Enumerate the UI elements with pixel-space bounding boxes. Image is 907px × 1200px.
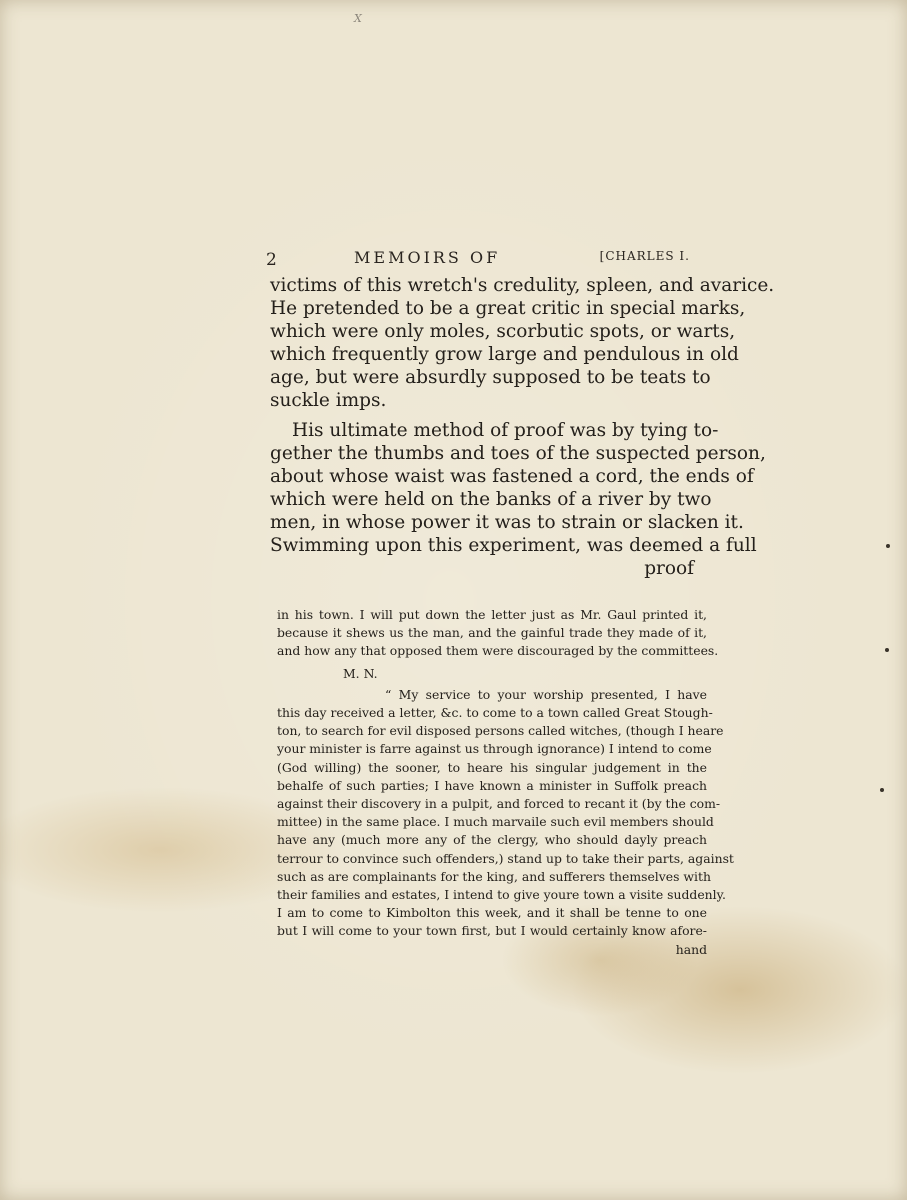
main-text-block bbox=[270, 274, 775, 580]
text-line: which frequently grow large and pendulous in old bbox=[270, 344, 739, 365]
letter-line: your minister is farre against us through ignorance) I intend to come bbox=[277, 741, 712, 757]
text-line: His ultimate method of proof was by tying to- bbox=[292, 420, 719, 441]
letter-line: (God willing) the sooner, to heare his singular judgement in the bbox=[277, 759, 707, 775]
letter-line: have any (much more any of the clergy, who should dayly preach bbox=[277, 832, 707, 848]
letter-line: their families and estates, I intend to give youre town a visite suddenly. bbox=[277, 887, 726, 903]
letter-line: ton, to search for evil disposed persons called witches, (though I heare bbox=[277, 723, 724, 739]
letter-line: behalfe of such parties; I have known a minister in Suffolk preach bbox=[277, 777, 707, 793]
footnote-catchword: hand bbox=[675, 941, 707, 957]
text-line: about whose waist was fastened a cord, the ends of bbox=[270, 466, 754, 487]
text-line: victims of this wretch's credulity, spleen, and avarice. bbox=[270, 275, 775, 296]
text-line: gether the thumbs and toes of the suspected person, bbox=[270, 443, 766, 464]
letter-line: but I will come to your town first, but I would certainly know afore- bbox=[277, 923, 707, 939]
margin-dot bbox=[885, 648, 889, 652]
letter-line: against their discovery in a pulpit, and forced to recant it (by the com- bbox=[277, 796, 721, 812]
pencil-mark: X bbox=[354, 12, 362, 25]
footnote-line: because it shews us the man, and the gainful trade they made of it, bbox=[277, 625, 707, 641]
letter-line: this day received a letter, &c. to come to a town called Great Stough- bbox=[277, 705, 713, 721]
letter-line: I am to come to Kimbolton this week, and it shall be tenne to one bbox=[277, 905, 707, 921]
letter-line: terrour to convince such offenders,) stand up to take their parts, against bbox=[277, 850, 734, 866]
page-number: 2 bbox=[266, 250, 277, 270]
catchword: proof bbox=[644, 558, 694, 579]
footnote-line: and how any that opposed them were discouraged by the committees. bbox=[277, 643, 719, 659]
letter-line: such as are complainants for the king, and sufferers themselves with bbox=[277, 868, 711, 884]
running-title: MEMOIRS OF bbox=[354, 248, 501, 267]
text-line: He pretended to be a great critic in special marks, bbox=[270, 298, 746, 319]
text-line: men, in whose power it was to strain or slacken it. bbox=[270, 512, 744, 533]
text-line: which were only moles, scorbutic spots, or warts, bbox=[270, 321, 736, 342]
section-title: [CHARLES I. bbox=[599, 249, 690, 263]
margin-dot bbox=[886, 544, 890, 548]
text-line: which were held on the banks of a river by two bbox=[270, 489, 712, 510]
letter-line: “ My service to your worship presented, I have bbox=[385, 686, 707, 702]
letter-line: mittee) in the same place. I much marvaile such evil members should bbox=[277, 814, 714, 830]
footnote-line: in his town. I will put down the letter just as Mr. Gaul printed it, bbox=[277, 607, 707, 622]
text-line: suckle imps. bbox=[270, 390, 387, 411]
page-header bbox=[266, 246, 694, 272]
footnote-signature: M. N. bbox=[343, 665, 378, 681]
text-line: Swimming upon this experiment, was deemed a full bbox=[270, 535, 757, 556]
footnote-block bbox=[277, 606, 734, 959]
text-line: age, but were absurdly supposed to be teats to bbox=[270, 367, 711, 388]
margin-dot bbox=[880, 788, 884, 792]
